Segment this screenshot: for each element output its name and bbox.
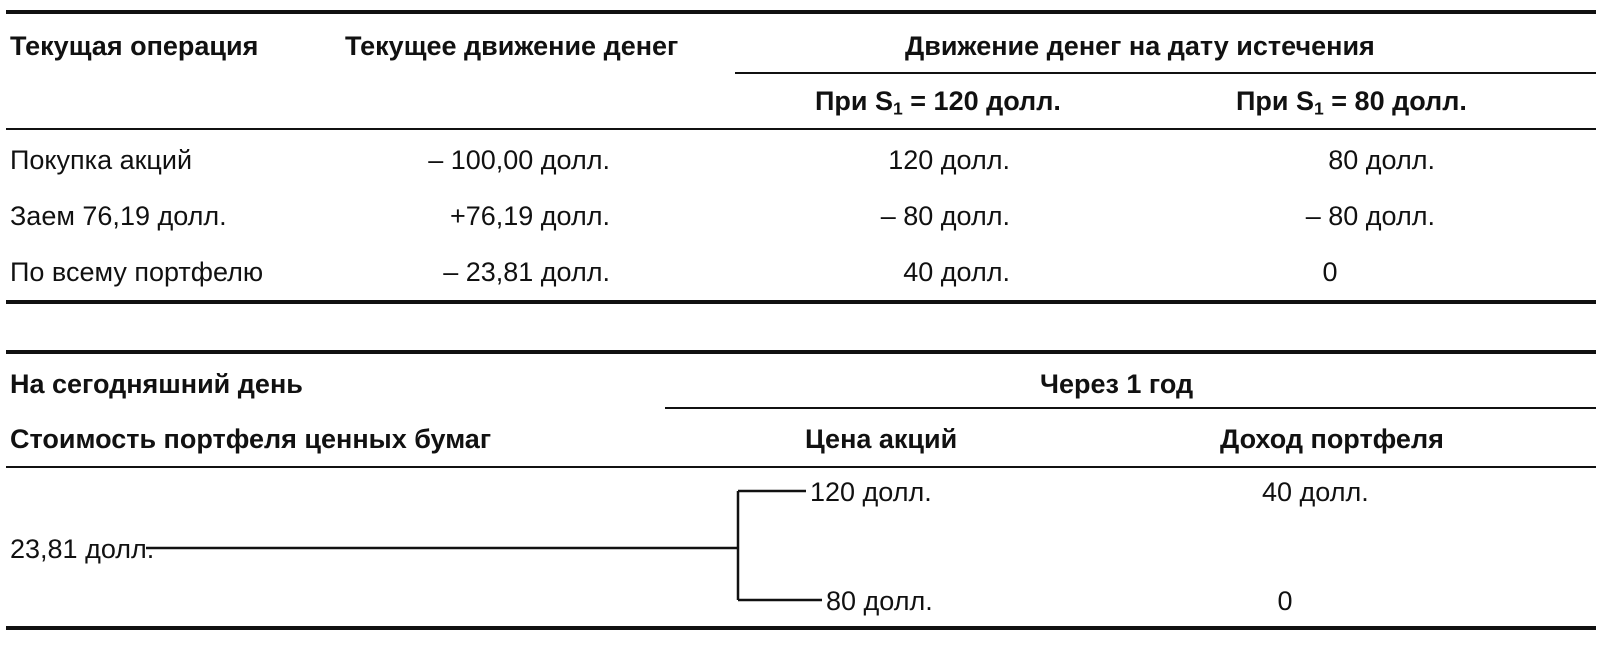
header-portfolio-income: Доход портфеля — [1220, 424, 1444, 454]
header-s1-high-suffix: = 120 долл. — [902, 86, 1061, 116]
table-row-current: +76,19 долл. — [449, 201, 610, 231]
tree-up-price: 120 долл. — [810, 477, 932, 507]
header-stock-price: Цена акций — [805, 424, 958, 454]
header-current-flow: Текущее движение денег — [345, 31, 679, 61]
header-operation: Текущая операция — [10, 31, 259, 61]
table-row-current: – 23,81 долл. — [443, 257, 610, 287]
table-row-high: 40 долл. — [903, 257, 1010, 287]
header-s1-high-sub: 1 — [893, 98, 903, 119]
header-expiry-flow: Движение денег на дату истечения — [905, 31, 1375, 61]
header-today: На сегодняшний день — [10, 369, 303, 399]
table-row-operation: Покупка акций — [10, 145, 193, 175]
header-one-year: Через 1 год — [1040, 369, 1194, 399]
tree-down-price: 80 долл. — [826, 586, 933, 616]
header-portfolio-value: Стоимость портфеля ценных бумаг — [10, 424, 492, 454]
header-s1-low-sub: 1 — [1314, 98, 1324, 119]
header-s1-low-suffix: = 80 долл. — [1323, 86, 1467, 116]
table-row-operation: Заем 76,19 долл. — [10, 201, 227, 231]
table-row-low: – 80 долл. — [1305, 201, 1435, 231]
tree-start-value: 23,81 долл. — [10, 534, 155, 564]
table2-bottom-rule — [6, 626, 1596, 630]
table-row-high: 120 долл. — [888, 145, 1010, 175]
table-row-current: – 100,00 долл. — [428, 145, 610, 175]
table-row-high: – 80 долл. — [880, 201, 1010, 231]
header-s1-high-prefix: При S — [815, 86, 894, 116]
tree-up-income: 40 долл. — [1262, 477, 1369, 507]
header-s1-low-prefix: При S — [1236, 86, 1315, 116]
table-row-low: 80 долл. — [1328, 145, 1435, 175]
table-row-operation: По всему портфелю — [10, 257, 264, 287]
table-row-low: 0 — [1322, 257, 1338, 287]
tree-down-income: 0 — [1277, 586, 1293, 616]
